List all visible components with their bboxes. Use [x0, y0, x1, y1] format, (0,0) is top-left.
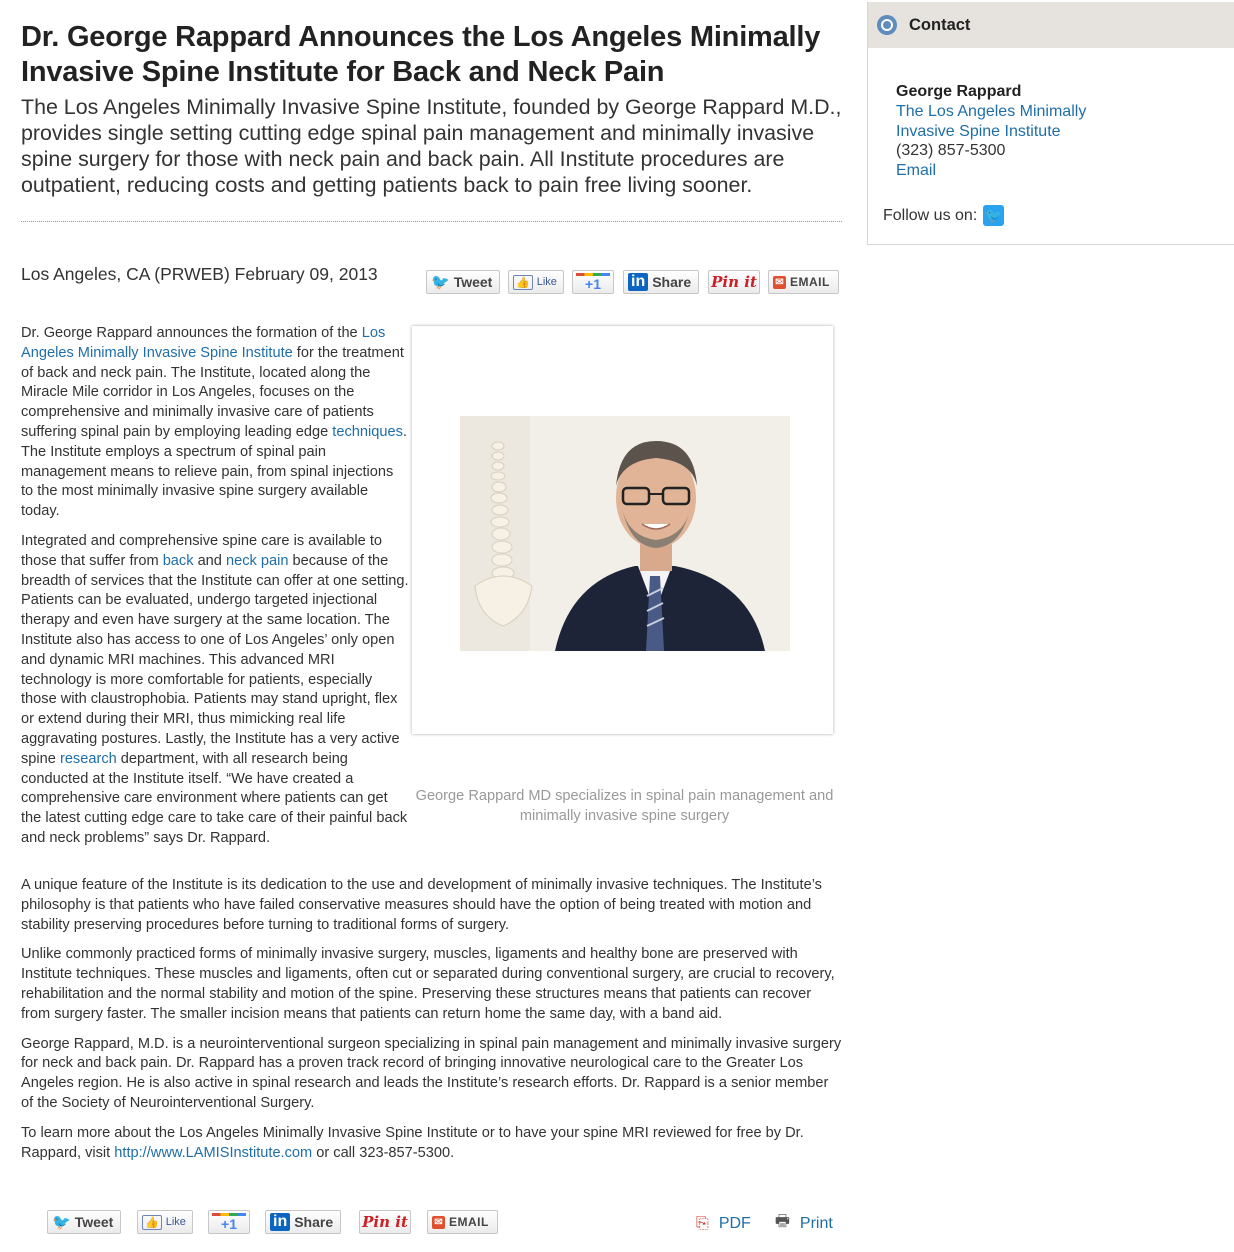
paragraph-1: Dr. George Rappard announces the formation of the Los Angeles Minimally Invasive Spine Institute for the treatment of back and neck pain. The Institute, located along the Miracle Mile corridor in Los Angeles, focuses on the comprehensive and minimally invasive care of patients suffering spinal pain by employing leading edge techniques. The Institute employs a spectrum of spinal pain management means to relieve pain, from spinal injections to the most minimally invasive spine surgery available today. [21, 325, 407, 520]
pdf-icon: ⎘ [696, 1214, 709, 1232]
institute-link[interactable]: Los Angeles Minimally Invasive Spine Institute [21, 325, 386, 361]
linkedin-share-button-bottom[interactable]: in Share [265, 1210, 341, 1234]
contact-sidebar [867, 2, 1234, 245]
headline: Dr. George Rappard Announces the Los Angeles Minimally Invasive Spine Institute for Back and Neck Pain [21, 21, 821, 88]
doctor-photo [460, 416, 790, 651]
printer-icon: 🖶 [774, 1213, 790, 1230]
linkedin-share-button[interactable]: in Share [623, 270, 699, 294]
email-icon: ✉ [432, 1216, 445, 1229]
twitter-icon: 🐦 [431, 274, 450, 291]
thumbs-up-icon: 👍 [142, 1215, 162, 1230]
follow-us: Follow us on: 🐦 [883, 205, 1004, 226]
contact-name: George Rappard [896, 83, 1022, 100]
contact-phone: (323) 857-5300 [896, 142, 1006, 160]
linkedin-icon: in [270, 1213, 290, 1231]
pinit-button[interactable] [708, 270, 760, 294]
google-plus-icon: +1 [576, 273, 610, 292]
pinit-button-bottom[interactable] [359, 1210, 411, 1234]
photo-caption: George Rappard MD specializes in spinal pain management and minimally invasive spine surgery [415, 788, 834, 824]
photo-frame [412, 326, 833, 734]
plusone-button-bottom[interactable] [208, 1210, 250, 1234]
linkedin-icon: in [628, 273, 648, 291]
paragraph-4: Unlike commonly practiced forms of minimally invasive surgery, muscles, ligaments and healthy bone are preserved with Institute techniques. These muscles and ligaments, often cut or separated during conventional surgery, are crucial to recovery, rehabilitation and the normal stability and motion of the spine. Preserving these structures means that patients can recover from surgery faster. The smaller incision means that patients can return home the same day, with a band aid. [21, 946, 835, 1022]
print-link[interactable]: 🖶 Print [775, 1210, 833, 1237]
article [21, 20, 842, 1232]
paragraph-6: To learn more about the Los Angeles Minimally Invasive Spine Institute or to have your spine MRI reviewed for free by Dr. Rappard, visit http://www.LAMISInstitute.com or call 323-857-5300. [21, 1124, 804, 1161]
back-link[interactable]: back [162, 552, 194, 569]
contact-icon [877, 15, 897, 35]
email-share-button[interactable]: ✉ EMAIL [768, 270, 839, 294]
article-body-top [21, 324, 409, 859]
paragraph-5: George Rappard, M.D. is a neurointerventional surgeon specializing in spinal pain management and minimally invasive surgery for neck and back pain. Dr. Rappard has a proven track record of bringing innovative neurological care to the Greater Los Angeles region. He is also active in spinal research and leads the Institute’s research efforts. Dr. Rappard is a senior member of the Society of Neurointerventional Surgery. [21, 1035, 842, 1111]
techniques-link[interactable]: techniques [332, 423, 403, 440]
tweet-button[interactable]: 🐦 Tweet [426, 270, 500, 294]
paragraph-2: Integrated and comprehensive spine care is available to those that suffer from back and neck pain because of the breadth of services that the Institute can offer at one setting. Patients can be evaluated, undergo targeted injectional therapy and even have surgery at the same location. The Institute also has access to one of Los Angeles’ only open and dynamic MRI machines. This advanced MRI technology is more comfortable for patients, especially those with claustrophobia. Patients may stand upright, flex or extend during their MRI, thus mimicking real life aggravating postures. Lastly, the Institute has a very active spine research department, with all research being conducted at the Institute itself. “We have created a comprehensive care environment where patients can get the latest cutting edge care to take care of their painful back and neck problems” says Dr. Rappard. [21, 532, 409, 846]
tweet-button-bottom[interactable]: 🐦 Tweet [47, 1210, 121, 1234]
paragraph-3: A unique feature of the Institute is its dedication to the use and development of minimally invasive techniques. The Institute’s philosophy is that patients who have failed conservative measures should have the option of being treated with motion and stability preserving procedures before turning to traditional forms of surgery. [21, 877, 822, 933]
contact-email-link[interactable]: Email [896, 162, 937, 180]
contact-header: Contact [868, 2, 1234, 48]
article-body-bottom [21, 876, 842, 1173]
pinterest-icon: Pin it [711, 273, 757, 291]
google-plus-icon: +1 [212, 1213, 246, 1232]
dateline: Los Angeles, CA (PRWEB) February 09, 2013 [21, 264, 378, 284]
twitter-follow-icon[interactable]: 🐦 [983, 205, 1004, 226]
email-icon: ✉ [773, 276, 786, 289]
research-link[interactable]: research [59, 750, 117, 767]
twitter-icon: 🐦 [52, 1214, 71, 1231]
institute-url-link[interactable]: http://www.LAMISInstitute.com [114, 1144, 313, 1161]
thumbs-up-icon: 👍 [513, 275, 533, 290]
like-button[interactable]: 👍 Like [508, 270, 564, 294]
summary: The Los Angeles Minimally Invasive Spine Institute, founded by George Rappard M.D., provides single setting cutting edge spinal pain management and minimally invasive spine surgery for those with neck pain and back pain. All Institute procedures are outpatient, reducing costs and getting patients back to pain free living sooner. [21, 95, 842, 197]
plusone-button[interactable] [572, 270, 614, 294]
contact-org-link[interactable]: The Los Angeles Minimally Invasive Spine Institute [896, 102, 1087, 140]
document-actions [696, 1210, 847, 1237]
neck-pain-link[interactable]: neck pain [225, 552, 289, 569]
email-share-button-bottom[interactable]: ✉ EMAIL [427, 1210, 498, 1234]
divider [21, 221, 842, 222]
contact-details [868, 48, 1234, 181]
like-button-bottom[interactable]: 👍 Like [137, 1210, 193, 1234]
pinterest-icon: Pin it [362, 1213, 408, 1231]
pdf-link[interactable]: ⎘ PDF [696, 1214, 751, 1232]
